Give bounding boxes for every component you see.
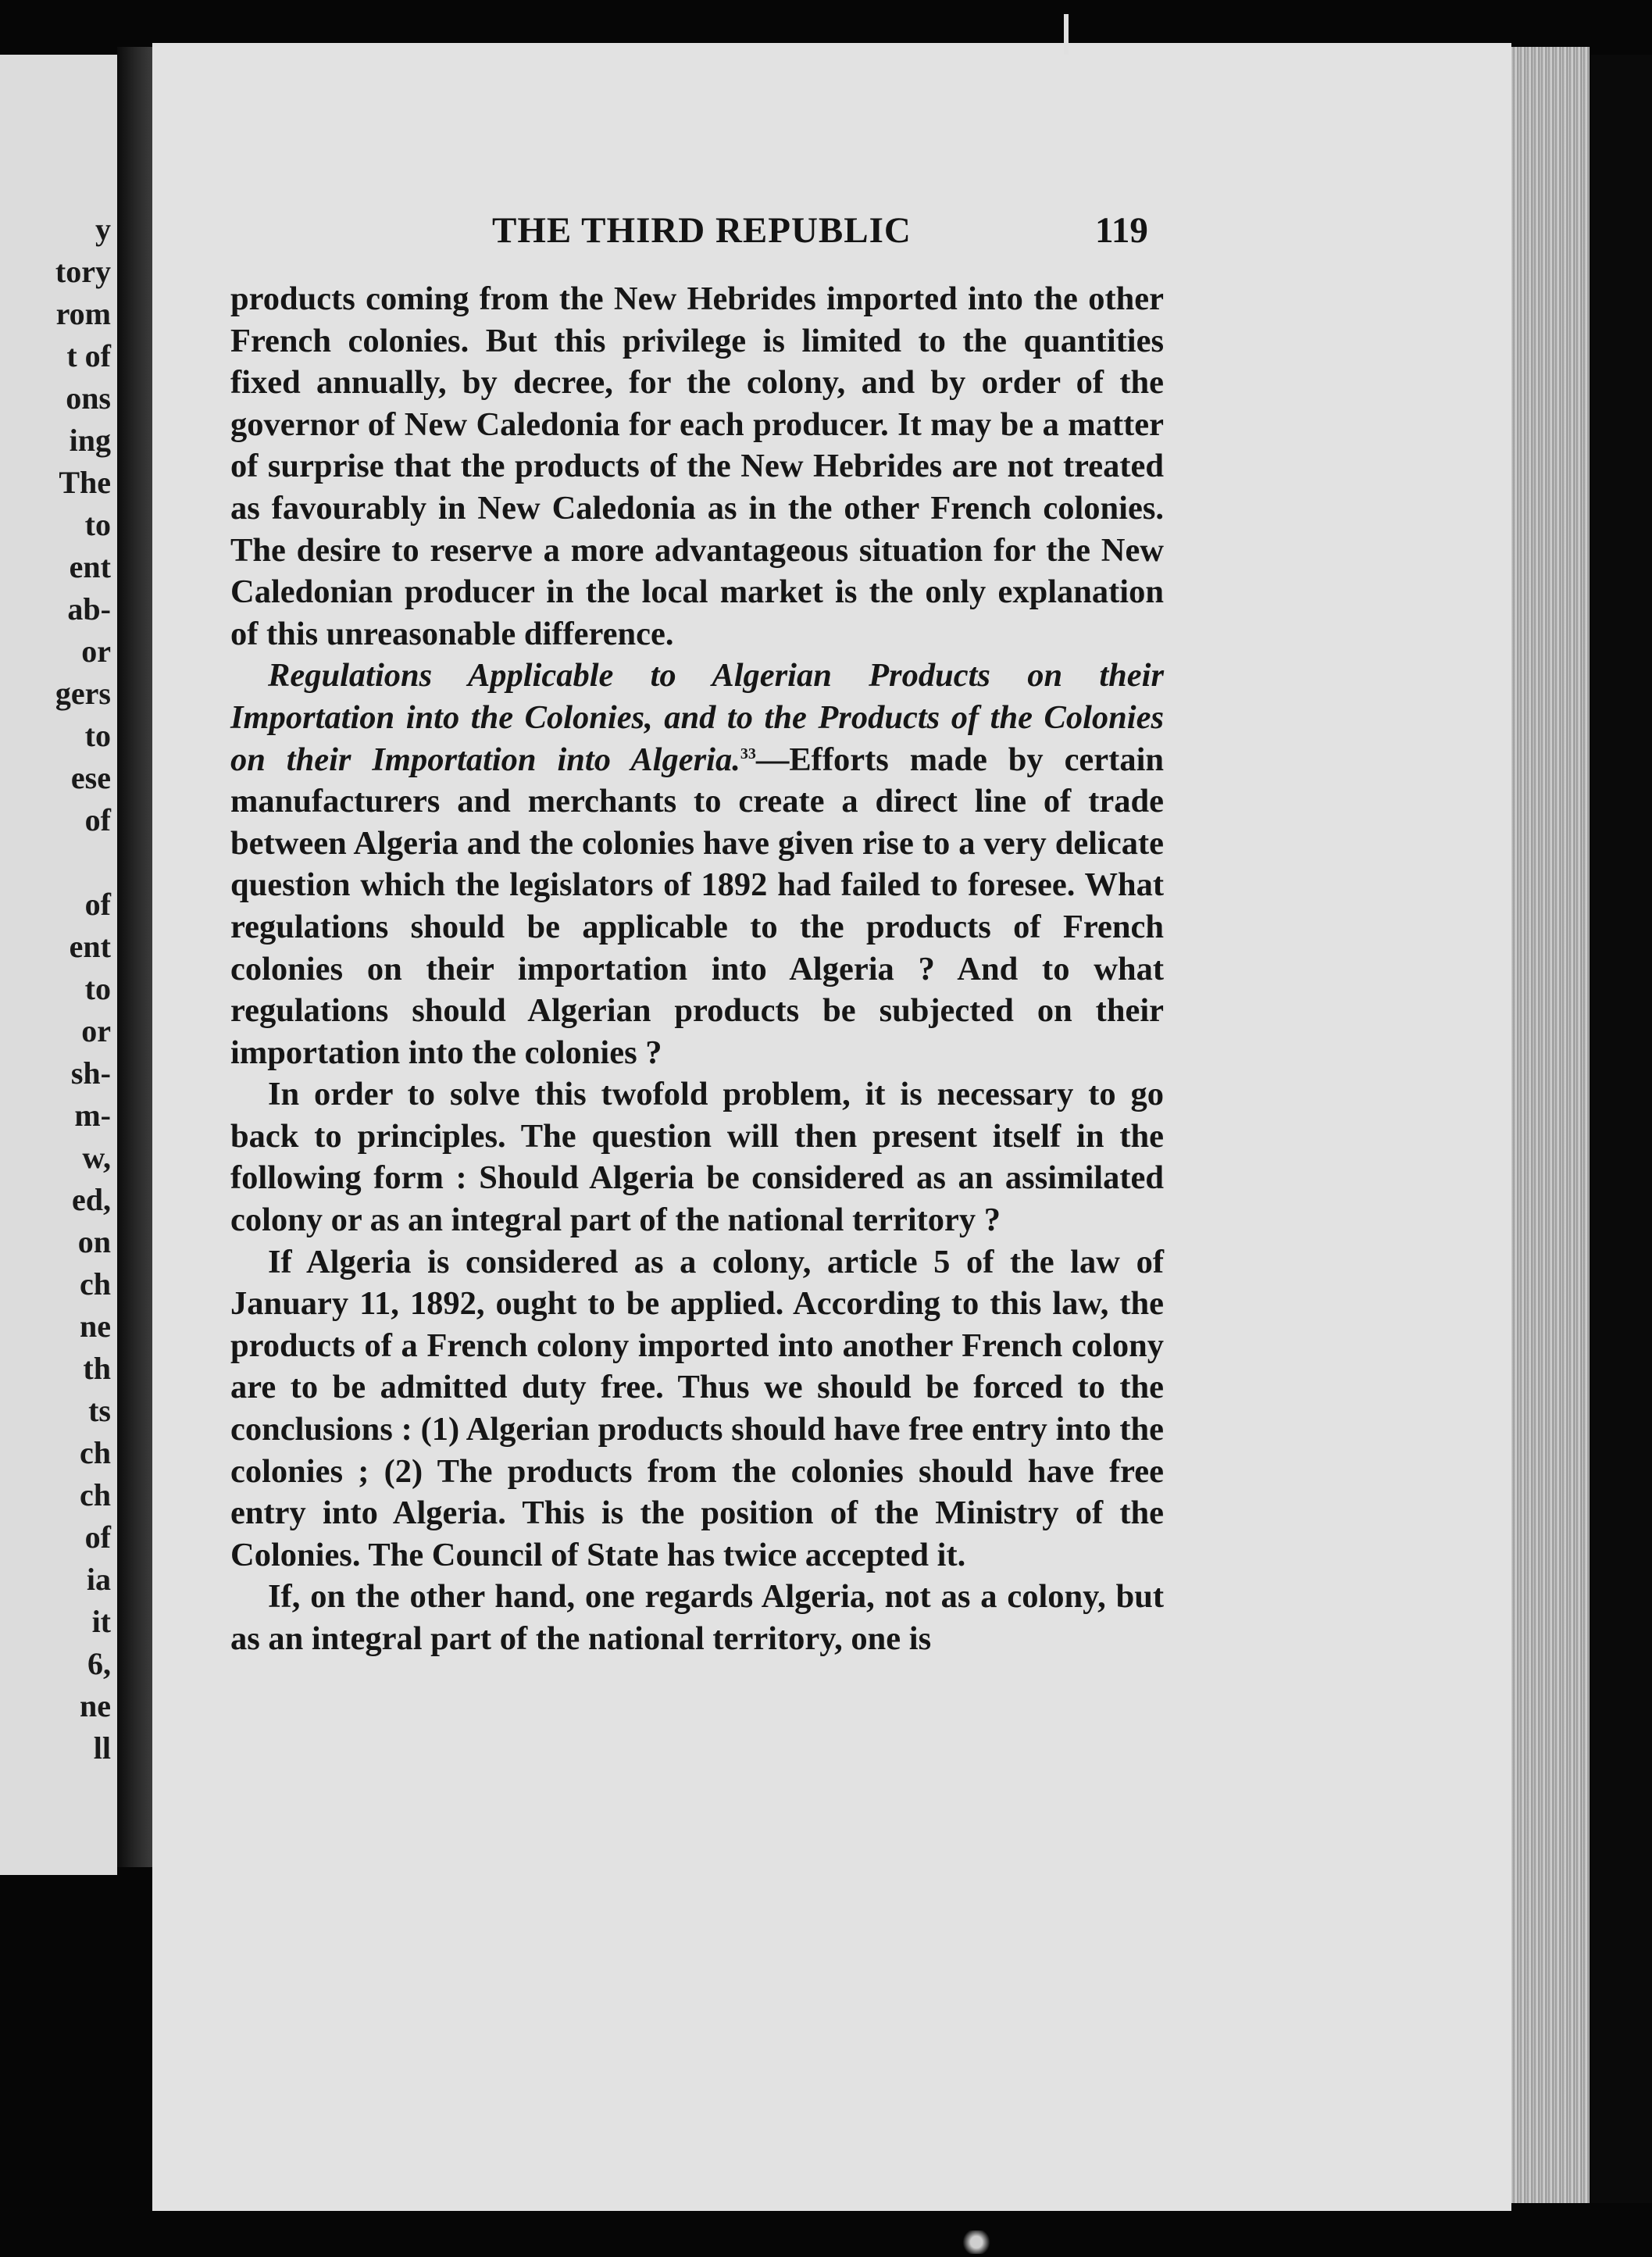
left-page-line-fragment: ia — [86, 1562, 111, 1597]
page-number: 119 — [1095, 210, 1148, 251]
left-page-line-fragment: or — [81, 634, 111, 669]
book-edge-shadow — [1590, 55, 1652, 2203]
book-gutter — [117, 47, 152, 1867]
left-page-line-fragment: The — [59, 465, 111, 500]
left-page-line-fragment: of — [84, 1520, 111, 1555]
left-page-line-fragment: th — [83, 1351, 111, 1386]
left-page-line-fragment: of — [84, 802, 111, 837]
left-page-line-fragment: w, — [82, 1140, 111, 1175]
left-page-line-fragment: ing — [69, 423, 111, 458]
section-heading: Regulations Applicable to Algerian Products on their Importation into the Colonies, and to the Products of the Colonies on their Importation into Algeria. — [230, 657, 1164, 778]
paragraph-5: If, on the other hand, one regards Algeria, not as a colony, but as an integral part of the national territory, one is — [230, 1578, 1164, 1657]
left-page-line-fragment: ed, — [72, 1182, 111, 1217]
left-page-line-fragment: ne — [80, 1688, 111, 1723]
left-page-line-fragment: ch — [80, 1435, 111, 1470]
scan-artifact — [1064, 14, 1069, 55]
page-edges — [1511, 47, 1590, 2203]
left-page-line-fragment: m- — [74, 1098, 111, 1133]
left-page-line-fragment: of — [84, 887, 111, 922]
left-page-line-fragment: on — [77, 1224, 111, 1259]
running-header: THE THIRD REPUBLIC — [492, 210, 912, 251]
paragraph-3: In order to solve this twofold problem, it is necessary to go back to principles. The question will then present itself in the following form : Should Algeria be considered as an assimilated colony or as an integral part of the national territory ? — [230, 1076, 1164, 1239]
left-page-line-fragment: gers — [55, 676, 111, 711]
left-page-line-fragment: 6, — [87, 1646, 111, 1681]
paragraph-2-text: —Efforts made by certain manufacturers and merchants to create a direct line of trade between Algeria and the colonies have given rise to a very delicate question which the legislators of 1892 had failed to foresee. What regulations should be applicable to the products of French colonies on their importation into Algeria ? And to what regulations should Algerian products be subjected on their importation into the colonies ? — [230, 741, 1165, 1071]
left-page-line-fragment: ne — [80, 1309, 111, 1344]
left-page-line-fragment: it — [91, 1604, 111, 1639]
left-page-line-fragment: tory — [55, 254, 111, 289]
left-page-line-fragment: or — [81, 1013, 111, 1048]
left-page-line-fragment: ch — [80, 1477, 111, 1512]
left-page-line-fragment: ch — [80, 1266, 111, 1302]
left-page-line-fragment: ent — [69, 549, 111, 584]
body-text — [230, 278, 1164, 1660]
left-page-line-fragment: ll — [93, 1730, 111, 1766]
left-facing-page — [0, 55, 117, 1875]
paragraph-2 — [230, 655, 1164, 1073]
left-page-line-fragment: rom — [55, 296, 111, 331]
left-page-line-fragment: to — [84, 971, 111, 1006]
left-page-line-fragment: to — [84, 507, 111, 542]
left-page-line-fragment: ab- — [67, 591, 111, 627]
paragraph-1: products coming from the New Hebrides imported into the other French colonies. But this privilege is limited to the quantities fixed annually, by decree, for the colony, and by order of the governor of New Caledonia for each producer. It may be a matter of surprise that the products of the New Hebrides are not treated as favourably in New Caledonia as in the other French colonies. The desire to reserve a more advantageous situation for the New Caledonian producer in the local market is the only explanation of this unreasonable difference. — [230, 280, 1164, 652]
left-page-line-fragment: ons — [66, 380, 111, 416]
left-page-line-fragment: t of — [66, 338, 111, 373]
left-page-line-fragment: ent — [69, 929, 111, 964]
left-page-line-fragment: y — [95, 212, 111, 247]
left-page-line-fragment: sh- — [70, 1055, 111, 1091]
scan-artifact-bottom — [961, 2230, 992, 2254]
left-page-line-fragment: ts — [88, 1393, 111, 1428]
paragraph-4: If Algeria is considered as a colony, article 5 of the law of January 11, 1892, ought to be applied. According to this law, the products of a French colony imported into another French colony are to be admitted duty free. Thus we should be forced to the conclusions : (1) Algerian products should have free entry into the colonies ; (2) The products from the colonies should have free entry into Algeria. This is the position of the Ministry of the Colonies. The Council of State has twice accepted it. — [230, 1243, 1164, 1573]
left-page-line-fragment: ese — [70, 760, 111, 795]
footnote-ref: 33 — [740, 745, 756, 762]
left-page-line-fragment: to — [84, 718, 111, 753]
